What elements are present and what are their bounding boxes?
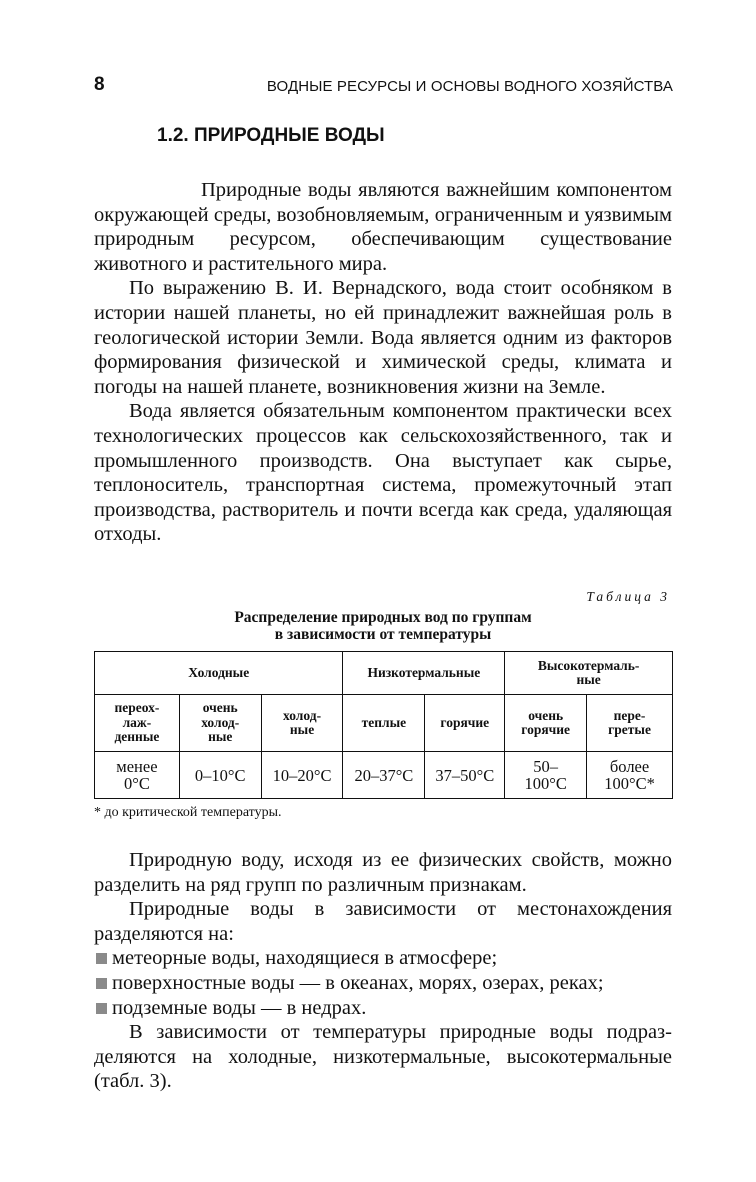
intro-text <box>94 178 672 547</box>
value-cell: 37–50°С <box>425 752 505 799</box>
value-cell: менее 0°С <box>95 752 180 799</box>
table-title-line: Распределение природных вод по группам <box>234 609 532 626</box>
paragraph: Вода является обязательным компонентом практически всех технологических процессов как сельскохозяйственного, так и промышленного производств. Она выступает как сырье, теплоноситель, транспортная система, промежуточный этап производства, растворитель и почти всегда как среда, удаляющая отходы. <box>94 400 672 546</box>
group-header-high-thermal: Высокотермаль- ные <box>505 652 673 695</box>
group-header-low-thermal: Низкотермальные <box>343 652 505 695</box>
square-bullet-icon <box>96 953 107 964</box>
temperature-table <box>94 651 673 799</box>
subheader-cell: пере- гретые <box>587 695 673 752</box>
classification-text <box>94 848 672 1094</box>
page-number: 8 <box>94 74 105 95</box>
group-header-cold: Холодные <box>95 652 343 695</box>
subheader-cell: холод- ные <box>261 695 343 752</box>
paragraph: Природные воды в зависимости от местонахождения разделяются на: <box>94 898 672 945</box>
list-item <box>94 946 672 971</box>
list-item <box>94 971 672 996</box>
value-cell: 0–10°С <box>179 752 261 799</box>
value-cell: более 100°С* <box>587 752 673 799</box>
list-item-text: поверхностные воды — в океанах, морях, озерах, реках; <box>112 971 604 994</box>
value-cell: 50– 100°С <box>505 752 587 799</box>
subheader-cell: теплые <box>343 695 425 752</box>
table-title <box>94 609 672 643</box>
subheader-cell: очень холод- ные <box>179 695 261 752</box>
list-item <box>94 996 672 1021</box>
square-bullet-icon <box>96 978 107 989</box>
value-cell: 10–20°С <box>261 752 343 799</box>
table-footnote: * до критической температуры. <box>94 805 282 820</box>
subheader-cell: горячие <box>425 695 505 752</box>
value-cell: 20–37°С <box>343 752 425 799</box>
square-bullet-icon <box>96 1003 107 1014</box>
paragraph: Природные воды являются важнейшим компонентом окружающей среды, возобновляемым, ограниченным и уязвимым природным ресурсом, обеспечивающим существование животного и растительного мира. <box>94 179 672 275</box>
list-item-text: подземные воды — в недрах. <box>112 996 367 1019</box>
running-header: ВОДНЫЕ РЕСУРСЫ И ОСНОВЫ ВОДНОГО ХОЗЯЙСТВА <box>266 78 673 95</box>
paragraph: В зависимости от температуры природные воды подразделяются на холодные, низкотермальные, высокотермальные (табл. 3). <box>94 1021 672 1093</box>
subheader-cell: переох- лаж- денные <box>95 695 180 752</box>
bullet-list <box>94 946 672 1020</box>
section-title: 1.2. ПРИРОДНЫЕ ВОДЫ <box>157 125 385 146</box>
subheader-cell: очень горячие <box>505 695 587 752</box>
table-title-line: в зависимости от температуры <box>274 626 492 643</box>
paragraph: По выражению В. И. Вернадского, вода стоит особняком в истории нашей планеты, но ей принадлежит важнейшая роль в геологической истории Земли. Вода является одним из факторов формирования физической и химической среды, климата и погоды на нашей планете, возникновения жизни на Земле. <box>94 277 672 398</box>
list-item-text: метеорные воды, находящиеся в атмосфере; <box>112 947 498 970</box>
paragraph: Природную воду, исходя из ее физических свойств, можно разделить на ряд групп по различным признакам. <box>94 849 672 896</box>
table-caption: Таблица 3 <box>586 589 670 604</box>
